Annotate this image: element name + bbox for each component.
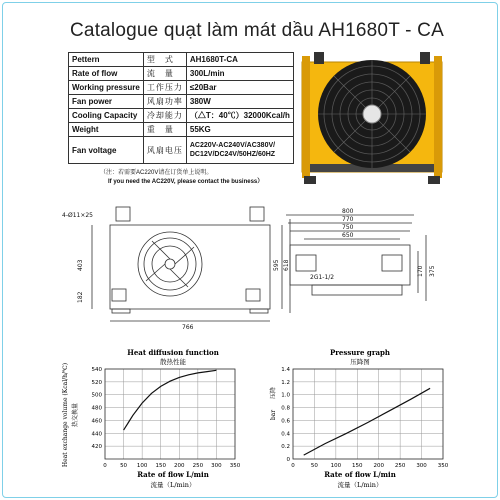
y-tick-label: 0.6	[281, 418, 290, 425]
x-tick-label: 0	[291, 463, 295, 469]
front-bottom-port-left	[112, 289, 126, 301]
x-tick-label: 300	[211, 463, 222, 469]
spec-value: 300L/min	[186, 67, 293, 81]
y-tick-label: 0.2	[281, 444, 290, 451]
y-tick-label: 460	[91, 418, 102, 425]
plot-area	[105, 369, 235, 459]
dim-label-750: 750	[342, 224, 354, 231]
spec-label: Pettern	[69, 53, 144, 67]
x-tick-label: 350	[437, 463, 449, 469]
x-tick-label: 100	[330, 463, 342, 469]
voltage-line-2: DC12V/DC24V/50HZ/60HZ	[189, 151, 276, 158]
chart-subtitle: 散热性能	[160, 358, 186, 366]
y-tick-label: 520	[91, 379, 102, 386]
dim-label-375: 375	[429, 265, 436, 277]
note-en: If you need the AC220V, please contact the business）	[108, 179, 264, 185]
spec-value: （△T：40℃）32000Kcal/h	[186, 109, 293, 123]
heat-diffusion-chart	[55, 345, 250, 495]
dim-label-front-h-low: 182	[77, 291, 84, 303]
note-cn: （注：若需要AC220V请在订货单上说明。	[100, 170, 213, 176]
spec-label-cn: 型 式	[143, 53, 186, 67]
top-port-left	[314, 52, 324, 64]
spec-label: Cooling Capacity	[69, 109, 144, 123]
dim-label-front-h-inner: 403	[77, 259, 84, 271]
spec-row	[69, 95, 294, 109]
spec-label: Fan power	[69, 95, 144, 109]
spec-value	[186, 137, 293, 164]
chart-title: Pressure graph	[329, 348, 391, 357]
x-tick-label: 250	[394, 463, 406, 469]
side-port-right	[382, 255, 402, 271]
spec-value: 380W	[186, 95, 293, 109]
y-tick-label: 420	[91, 444, 102, 451]
front-fan-outer	[138, 232, 202, 296]
spec-label-cn: 风扇功率	[143, 95, 186, 109]
y-tick-label: 0	[286, 457, 290, 463]
spec-row	[69, 67, 294, 81]
dim-label-800: 800	[342, 208, 354, 215]
x-tick-label: 150	[352, 463, 363, 469]
dim-label-front-width: 766	[182, 324, 194, 331]
spec-label-cn: 流 量	[143, 67, 186, 81]
chart-title: Heat diffusion function	[127, 348, 219, 357]
front-bottom-port-right	[246, 289, 260, 301]
pressure-chart	[265, 345, 455, 495]
foot-right	[428, 176, 440, 184]
y-tick-label: 480	[91, 405, 102, 412]
dim-label-holes: 4-Ø11×25	[62, 212, 94, 219]
dim-label-front-height: 595	[273, 259, 280, 271]
fan-hub	[363, 105, 381, 123]
y-axis-label-cn: 压降	[270, 386, 277, 400]
y-axis-label-cn: 热交换量	[72, 402, 79, 428]
x-tick-label: 50	[310, 463, 318, 469]
side-view-outline	[290, 245, 410, 285]
spec-row	[69, 109, 294, 123]
y-tick-label: 1.0	[281, 392, 290, 399]
y-tick-label: 540	[91, 367, 102, 373]
dim-label-650: 650	[342, 232, 354, 239]
cooler-side-rail-right	[434, 56, 442, 178]
series-line	[124, 370, 217, 430]
side-base	[312, 285, 402, 295]
spec-label: Fan voltage	[69, 137, 144, 164]
spec-label-cn: 冷却能力	[143, 109, 186, 123]
y-tick-label: 500	[91, 392, 102, 399]
spec-label-cn: 风扇电压	[143, 137, 186, 164]
y-tick-label: 440	[91, 431, 102, 438]
front-fan-hub	[165, 259, 175, 269]
y-tick-label: 0.8	[281, 405, 290, 412]
front-foot-right	[250, 309, 268, 313]
spec-label-cn: 工作压力	[143, 81, 186, 95]
x-axis-label-cn: 流量（L/min）	[337, 481, 383, 489]
dim-label-port: 2G1-1/2	[310, 274, 335, 281]
x-axis-label: Rate of flow L/min	[324, 470, 396, 479]
x-tick-label: 200	[174, 463, 185, 469]
foot-left	[304, 176, 316, 184]
y-axis-label: Heat exchange volume (Kcal/h/℃)	[62, 362, 69, 468]
dim-label-170: 170	[417, 265, 424, 277]
top-port-right	[420, 52, 430, 64]
front-top-port-right	[250, 207, 264, 221]
y-axis-label: bar	[270, 409, 277, 421]
y-tick-label: 1.2	[281, 379, 290, 386]
x-tick-label: 100	[136, 463, 148, 469]
front-fan-ring-inner	[152, 246, 188, 282]
spec-row	[69, 123, 294, 137]
spec-label: Working pressure	[69, 81, 144, 95]
spec-label: Rate of flow	[69, 67, 144, 81]
side-port-left	[296, 255, 316, 271]
x-axis-label-cn: 流量（L/min）	[150, 481, 196, 489]
plot-area	[293, 369, 443, 459]
spec-row	[69, 137, 294, 164]
x-tick-label: 250	[192, 463, 204, 469]
product-photo	[300, 52, 445, 185]
spec-label: Weight	[69, 123, 144, 137]
spec-row	[69, 81, 294, 95]
spec-value: ≤20Bar	[186, 81, 293, 95]
spec-table	[68, 52, 294, 164]
spec-value: 55KG	[186, 123, 293, 137]
x-tick-label: 150	[155, 463, 166, 469]
dim-label-side-618: 618	[283, 259, 290, 271]
x-tick-label: 200	[373, 463, 384, 469]
x-tick-label: 350	[229, 463, 241, 469]
technical-drawing	[60, 205, 440, 345]
x-tick-label: 50	[120, 463, 128, 469]
cooler-side-rail-left	[302, 56, 310, 178]
dim-label-770: 770	[342, 216, 354, 223]
chart-subtitle: 压降图	[350, 358, 370, 366]
page-title: Catalogue quạt làm mát dầu AH1680T - CA	[70, 20, 444, 41]
front-top-port-left	[116, 207, 130, 221]
x-tick-label: 300	[416, 463, 427, 469]
voltage-line-1: AC220V-AC240V/AC380V/	[189, 142, 276, 149]
x-axis-label: Rate of flow L/min	[137, 470, 209, 479]
series-line	[304, 388, 430, 455]
front-foot-left	[112, 309, 130, 313]
y-tick-label: 1.4	[281, 367, 290, 373]
spec-label-cn: 重 量	[143, 123, 186, 137]
spec-row	[69, 53, 294, 67]
front-fan-blades	[146, 241, 194, 287]
x-tick-label: 0	[103, 463, 107, 469]
spec-value: AH1680T-CA	[186, 53, 293, 67]
y-tick-label: 0.4	[281, 431, 290, 438]
